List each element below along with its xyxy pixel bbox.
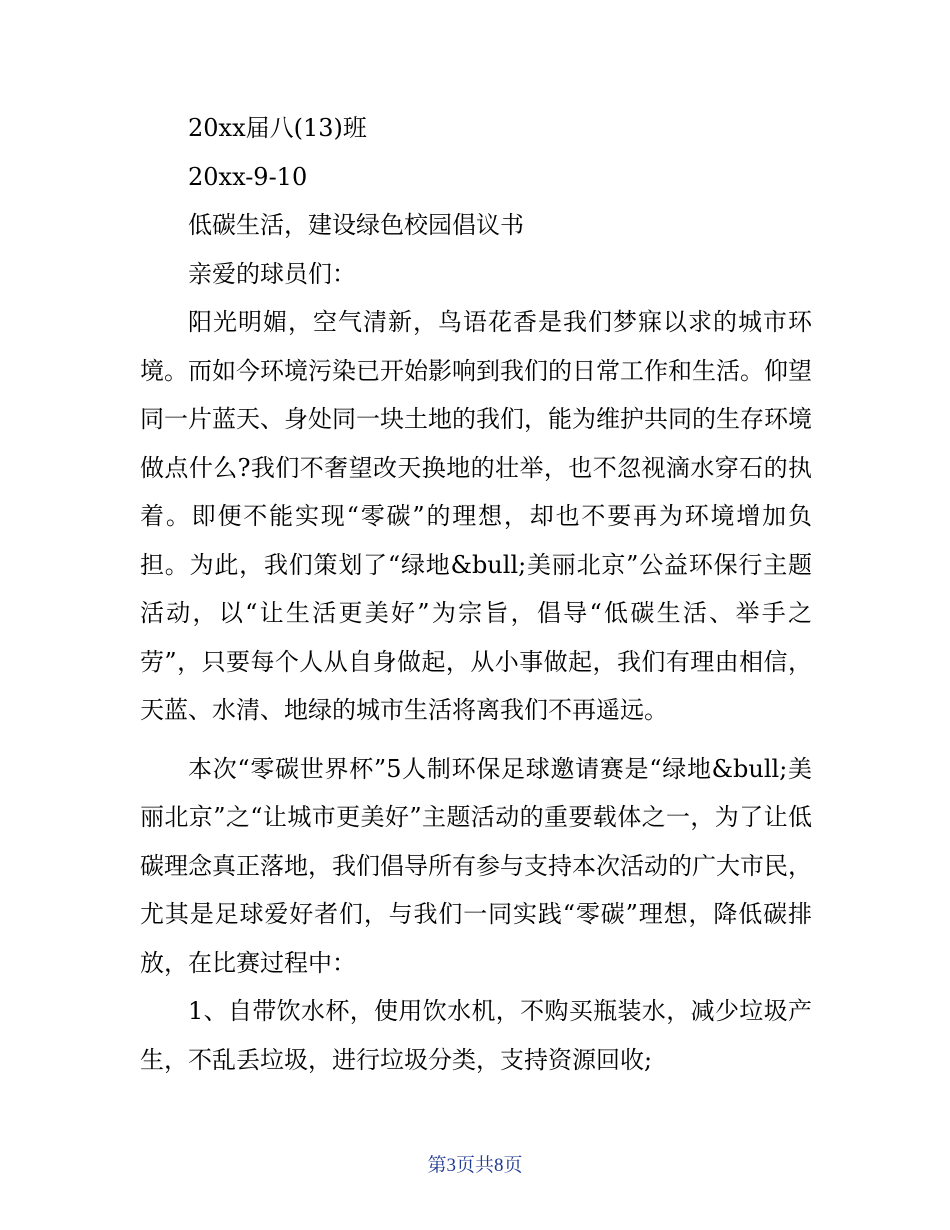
- list-item: 1、自带饮水杯，使用饮水机，不购买瓶装水，减少垃圾产生，不乱丢垃圾，进行垃圾分类，支持资源回收;: [140, 997, 812, 1074]
- paragraph-intro: 阳光明媚，空气清新，鸟语花香是我们梦寐以求的城市环境。而如今环境污染已开始影响到我们的日常工作和生活。仰望同一片蓝天、身处同一块土地的我们，能为维护共同的生存环境做点什么?我们不奢望改天换地的壮举，也不忽视滴水穿石的执着。即便不能实现“零碳”的理想，却也不要再为环境增加负担。为此，我们策划了“绿地&bull;美丽北京”公益环保行主题活动，以“让生活更美好”为宗旨，倡导“低碳生活、举手之劳”，只要每个人从自身做起，从小事做起，我们有理由相信，天蓝、水清、地绿的城市生活将离我们不再遥远。: [140, 308, 812, 724]
- salutation: 亲爱的球员们：: [188, 259, 356, 288]
- document-title: 低碳生活，建设绿色校园倡议书: [188, 211, 524, 239]
- paragraph-event: 本次“零碳世界杯”5人制环保足球邀请赛是“绿地&bull;美丽北京”之“让城市更美好”主题活动的重要载体之一，为了让低碳理念真正落地，我们倡导所有参与支持本次活动的广大市民，尤其是足球爱好者们，与我们一同实践“零碳”理想，降低碳排放，在比赛过程中：: [140, 754, 812, 977]
- page-footer: 第3页共8页: [427, 1155, 523, 1176]
- date-line: 20xx-9-10: [188, 162, 308, 191]
- document-body: [140, 104, 812, 1084]
- class-line: 20xx届八(13)班: [188, 114, 367, 142]
